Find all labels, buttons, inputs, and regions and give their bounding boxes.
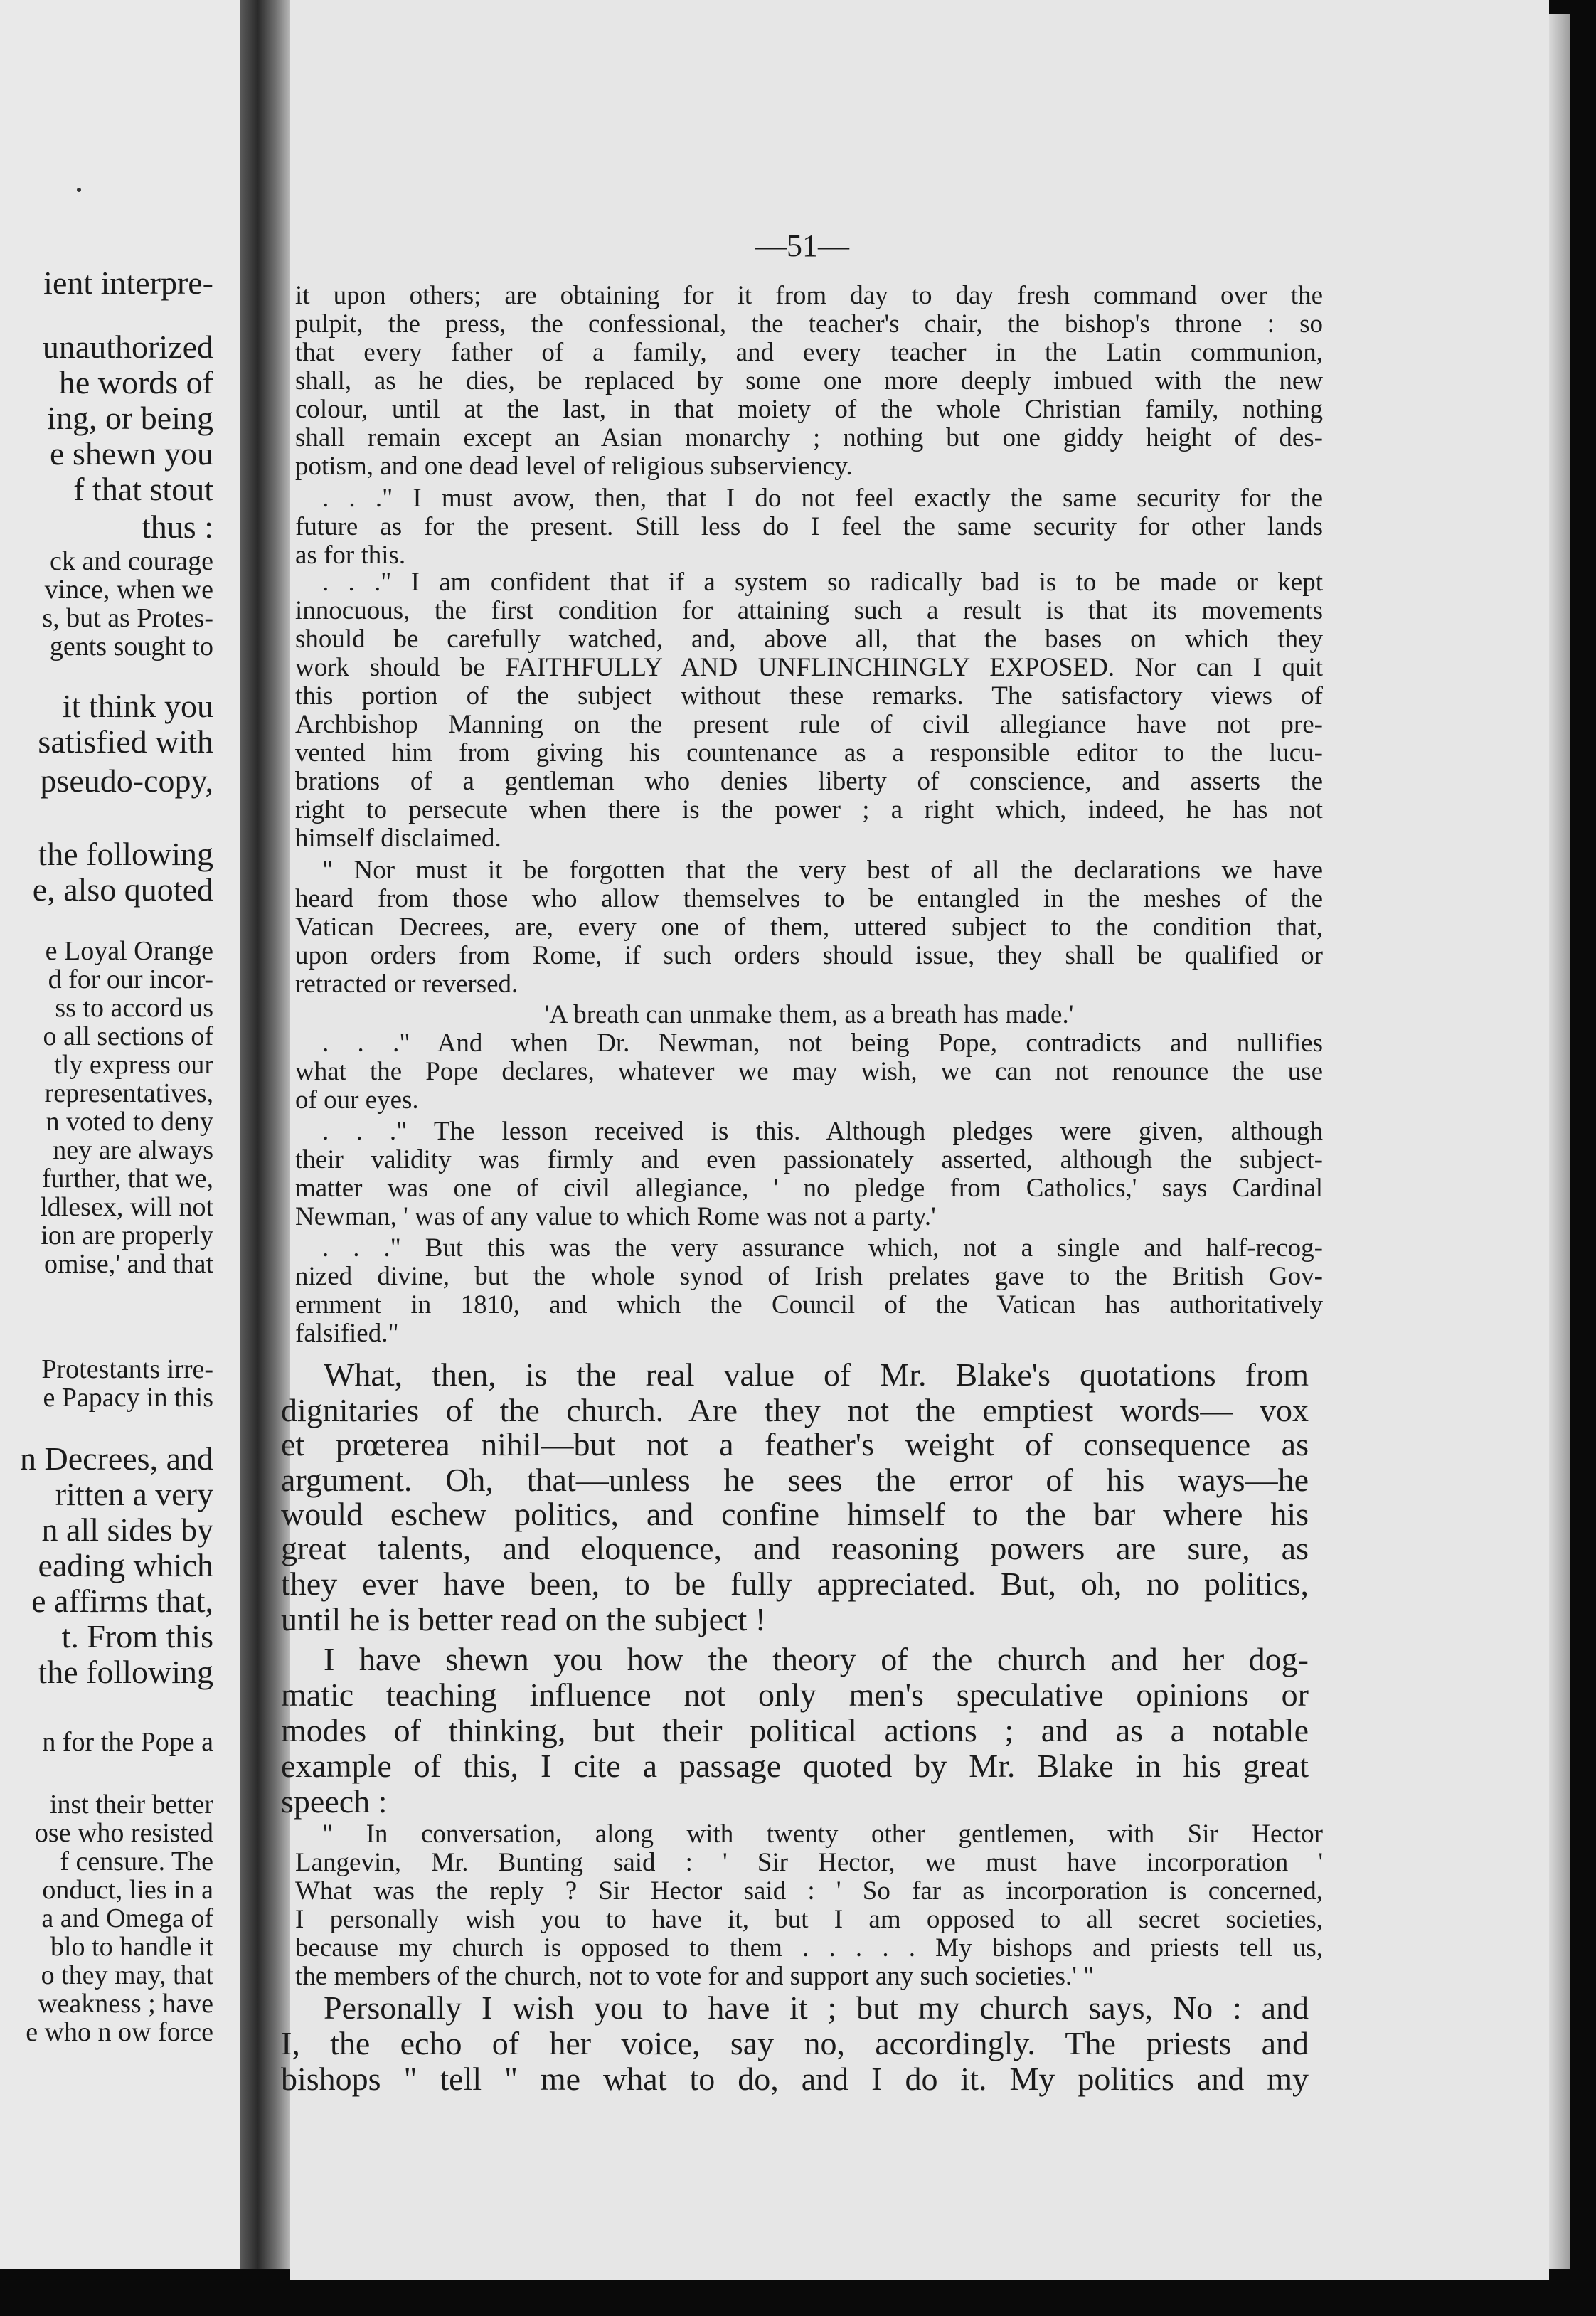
left-page-line: inst their better xyxy=(49,1790,213,1820)
quoted-text-line: . . ." And when Dr. Newman, not being Pope, contradicts and nullifies xyxy=(322,1029,1323,1058)
quoted-text-line: right to persecute when there is the power ; a right which, indeed, he has not xyxy=(295,795,1323,824)
body-text-line: matic teaching influence not only men's speculative opinions or xyxy=(281,1677,1309,1713)
left-page-line: ient interpre- xyxy=(43,265,213,301)
left-page-line: o all sections of xyxy=(43,1021,213,1051)
left-page-line: o they may, that xyxy=(41,1960,213,1990)
body-text-line: bishops " tell " me what to do, and I do it. My politics and my xyxy=(281,2061,1309,2097)
left-page-line: weakness ; have xyxy=(38,1989,213,2019)
quoted-text-line: shall remain except an Asian monarchy ; nothing but one giddy height of des- xyxy=(295,423,1323,452)
left-page-line: n voted to deny xyxy=(46,1107,213,1137)
page-number: —51— xyxy=(755,228,849,263)
quoted-text-line: the members of the church, not to vote for and support any such societies.' " xyxy=(295,1962,1095,1991)
quoted-text-line: upon orders from Rome, if such orders should issue, they shall be qualified or xyxy=(295,941,1323,970)
left-page-line: d for our incor- xyxy=(48,965,213,994)
left-page-line: e Papacy in this xyxy=(43,1383,213,1413)
quoted-text-line: pulpit, the press, the confessional, the teacher's chair, the bishop's throne : so xyxy=(295,309,1323,339)
left-page-line: e who n ow force xyxy=(26,2017,213,2047)
quoted-text-line: vented him from giving his countenance as a responsible editor to the lucu- xyxy=(295,738,1323,767)
left-page-line: he words of xyxy=(58,364,213,400)
body-text-line: would eschew politics, and confine himself to the bar where his xyxy=(281,1496,1309,1532)
quoted-text-line: What was the reply ? Sir Hector said : ' So far as incorporation is concerned, xyxy=(295,1876,1323,1906)
body-text-line: argument. Oh, that—unless he sees the error of his ways—he xyxy=(281,1462,1309,1498)
quoted-text-line: retracted or reversed. xyxy=(295,970,518,999)
quoted-text-line: brations of a gentleman who denies liberty of conscience, and asserts the xyxy=(295,767,1323,796)
left-page-line: e, also quoted xyxy=(32,871,213,908)
left-page-line: ss to accord us xyxy=(55,993,213,1023)
body-text-line: great talents, and eloquence, and reasoning powers are sure, as xyxy=(281,1530,1309,1566)
quoted-text-line: I personally wish you to have it, but I am opposed to all secret societies, xyxy=(295,1905,1323,1934)
body-text-line: example of this, I cite a passage quoted by Mr. Blake in his great xyxy=(281,1748,1309,1784)
body-text-line: modes of thinking, but their political actions ; and as a notable xyxy=(281,1712,1309,1748)
quoted-text-line: of our eyes. xyxy=(295,1085,419,1115)
body-text-line: until he is better read on the subject ! xyxy=(281,1601,767,1637)
left-page-line: thus : xyxy=(142,509,213,545)
quoted-text-line: . . ." I must avow, then, that I do not feel exactly the same security for the xyxy=(322,484,1323,513)
left-page-line: ritten a very xyxy=(55,1476,213,1512)
left-page-line: s, but as Protes- xyxy=(42,603,213,633)
left-page-line: ion are properly xyxy=(41,1221,213,1250)
left-page-line: ck and courage xyxy=(50,546,213,576)
quoted-text-line: himself disclaimed. xyxy=(295,824,501,853)
quoted-text-line: innocuous, the first condition for attaining such a result is that its movements xyxy=(295,596,1323,625)
quoted-text-line: work should be FAITHFULLY AND UNFLINCHINGLY EXPOSED. Nor can I quit xyxy=(295,653,1323,682)
left-page-line: Protestants irre- xyxy=(41,1354,213,1384)
quoted-text-line: their validity was firmly and even passionately asserted, although the subject- xyxy=(295,1145,1323,1174)
left-page-line: n Decrees, and xyxy=(19,1440,213,1477)
quoted-text-line: colour, until at the last, in that moiety of the whole Christian family, nothing xyxy=(295,395,1323,424)
quoted-text-line: this portion of the subject without these remarks. The satisfactory views of xyxy=(295,681,1323,711)
left-page-line: vince, when we xyxy=(44,575,213,605)
quoted-text-line: should be carefully watched, and, above all, that the bases on which they xyxy=(295,625,1323,654)
left-page-line: eading which xyxy=(38,1547,213,1583)
left-page-line: ldlesex, will not xyxy=(40,1192,213,1222)
left-page-line: gents sought to xyxy=(49,632,213,662)
quoted-text-line: as for this. xyxy=(295,541,406,570)
left-page-line: n all sides by xyxy=(41,1512,213,1548)
quoted-text-line: it upon others; are obtaining for it from day to day fresh command over the xyxy=(295,281,1323,310)
left-page-line: onduct, lies in a xyxy=(42,1875,213,1905)
quoted-text-line: falsified." xyxy=(295,1319,399,1348)
body-text-line: they ever have been, to be fully appreciated. But, oh, no politics, xyxy=(281,1566,1309,1602)
body-text-line: Personally I wish you to have it ; but my church says, No : and xyxy=(324,1990,1309,2026)
left-page-line: e Loyal Orange xyxy=(45,936,213,966)
quoted-text-line: Archbishop Manning on the present rule of civil allegiance have not pre- xyxy=(295,710,1323,739)
quoted-text-line: shall, as he dies, be replaced by some one more deeply imbued with the new xyxy=(295,366,1323,395)
body-text-line: What, then, is the real value of Mr. Blake's quotations from xyxy=(324,1356,1309,1393)
left-page-line: blo to handle it xyxy=(50,1932,213,1962)
left-page-line: ing, or being xyxy=(47,400,213,436)
left-page-line: pseudo-copy, xyxy=(40,763,213,799)
left-page-line: f censure. The xyxy=(60,1847,213,1876)
left-page-line: omise,' and that xyxy=(44,1249,213,1279)
left-page-line: unauthorized xyxy=(42,329,213,365)
quoted-text-line: nized divine, but the whole synod of Irish prelates gave to the British Gov- xyxy=(295,1262,1323,1291)
body-text-line: speech : xyxy=(281,1783,388,1820)
quoted-text-line: . . ." But this was the very assurance which, not a single and half-recog- xyxy=(322,1233,1323,1263)
quoted-text-line: heard from those who allow themselves to be entangled in the meshes of the xyxy=(295,884,1323,913)
left-page-line: representatives, xyxy=(44,1078,213,1108)
left-page-line: n for the Pope a xyxy=(42,1727,213,1757)
left-page-line: t. From this xyxy=(61,1618,213,1654)
body-text-line: et prœterea nihil—but not a feather's weight of consequence as xyxy=(281,1426,1309,1462)
quoted-text-line: what the Pope declares, whatever we may wish, we can not renounce the use xyxy=(295,1057,1323,1086)
left-page-line: tly express our xyxy=(54,1050,213,1080)
quoted-text-line: " Nor must it be forgotten that the very best of all the declarations we have xyxy=(322,856,1323,885)
left-page-line: f that stout xyxy=(73,471,213,507)
quoted-text-line: potism, and one dead level of religious subserviency. xyxy=(295,452,853,481)
book-gutter xyxy=(240,0,290,2269)
quoted-text-line: Vatican Decrees, are, every one of them, uttered subject to the condition that, xyxy=(295,913,1323,942)
left-page-line: e shewn you xyxy=(50,435,213,472)
left-page-line: the following xyxy=(38,1654,213,1690)
left-page-line: ney are always xyxy=(53,1135,213,1165)
quoted-text-line: future as for the present. Still less do I feel the same security for other lands xyxy=(295,512,1323,541)
speck xyxy=(77,188,81,192)
left-page-line: satisfied with xyxy=(38,723,213,760)
left-page-line: the following xyxy=(38,836,213,872)
page-edge xyxy=(1549,14,1570,2269)
left-page-line: further, that we, xyxy=(41,1164,213,1194)
quoted-text-line: ernment in 1810, and which the Council of the Vatican has authoritatively xyxy=(295,1290,1323,1319)
quoted-text-line: Newman, ' was of any value to which Rome was not a party.' xyxy=(295,1202,936,1231)
body-text-line: dignitaries of the church. Are they not the emptiest words— vox xyxy=(281,1392,1309,1428)
quoted-text-line: " In conversation, along with twenty other gentlemen, with Sir Hector xyxy=(322,1820,1323,1849)
quoted-text-line: matter was one of civil allegiance, ' no pledge from Catholics,' says Cardinal xyxy=(295,1174,1323,1203)
quoted-text-line: . . ." The lesson received is this. Although pledges were given, although xyxy=(322,1117,1323,1146)
left-page-line: ose who resisted xyxy=(34,1818,213,1848)
left-page-line: it think you xyxy=(62,688,213,724)
quoted-text-line: 'A breath can unmake them, as a breath has made.' xyxy=(544,1000,1074,1029)
quoted-text-line: because my church is opposed to them . . . . . My bishops and priests tell us, xyxy=(295,1933,1323,1962)
quoted-text-line: Langevin, Mr. Bunting said : ' Sir Hector, we must have incorporation ' xyxy=(295,1848,1323,1877)
quoted-text-line: . . ." I am confident that if a system so radically bad is to be made or kept xyxy=(322,568,1323,597)
body-text-line: I have shewn you how the theory of the church and her dog- xyxy=(324,1641,1309,1677)
left-page-line: e affirms that, xyxy=(31,1583,213,1619)
quoted-text-line: that every father of a family, and every teacher in the Latin communion, xyxy=(295,338,1323,367)
body-text-line: I, the echo of her voice, say no, accordingly. The priests and xyxy=(281,2025,1309,2061)
left-page-line: a and Omega of xyxy=(41,1903,213,1933)
